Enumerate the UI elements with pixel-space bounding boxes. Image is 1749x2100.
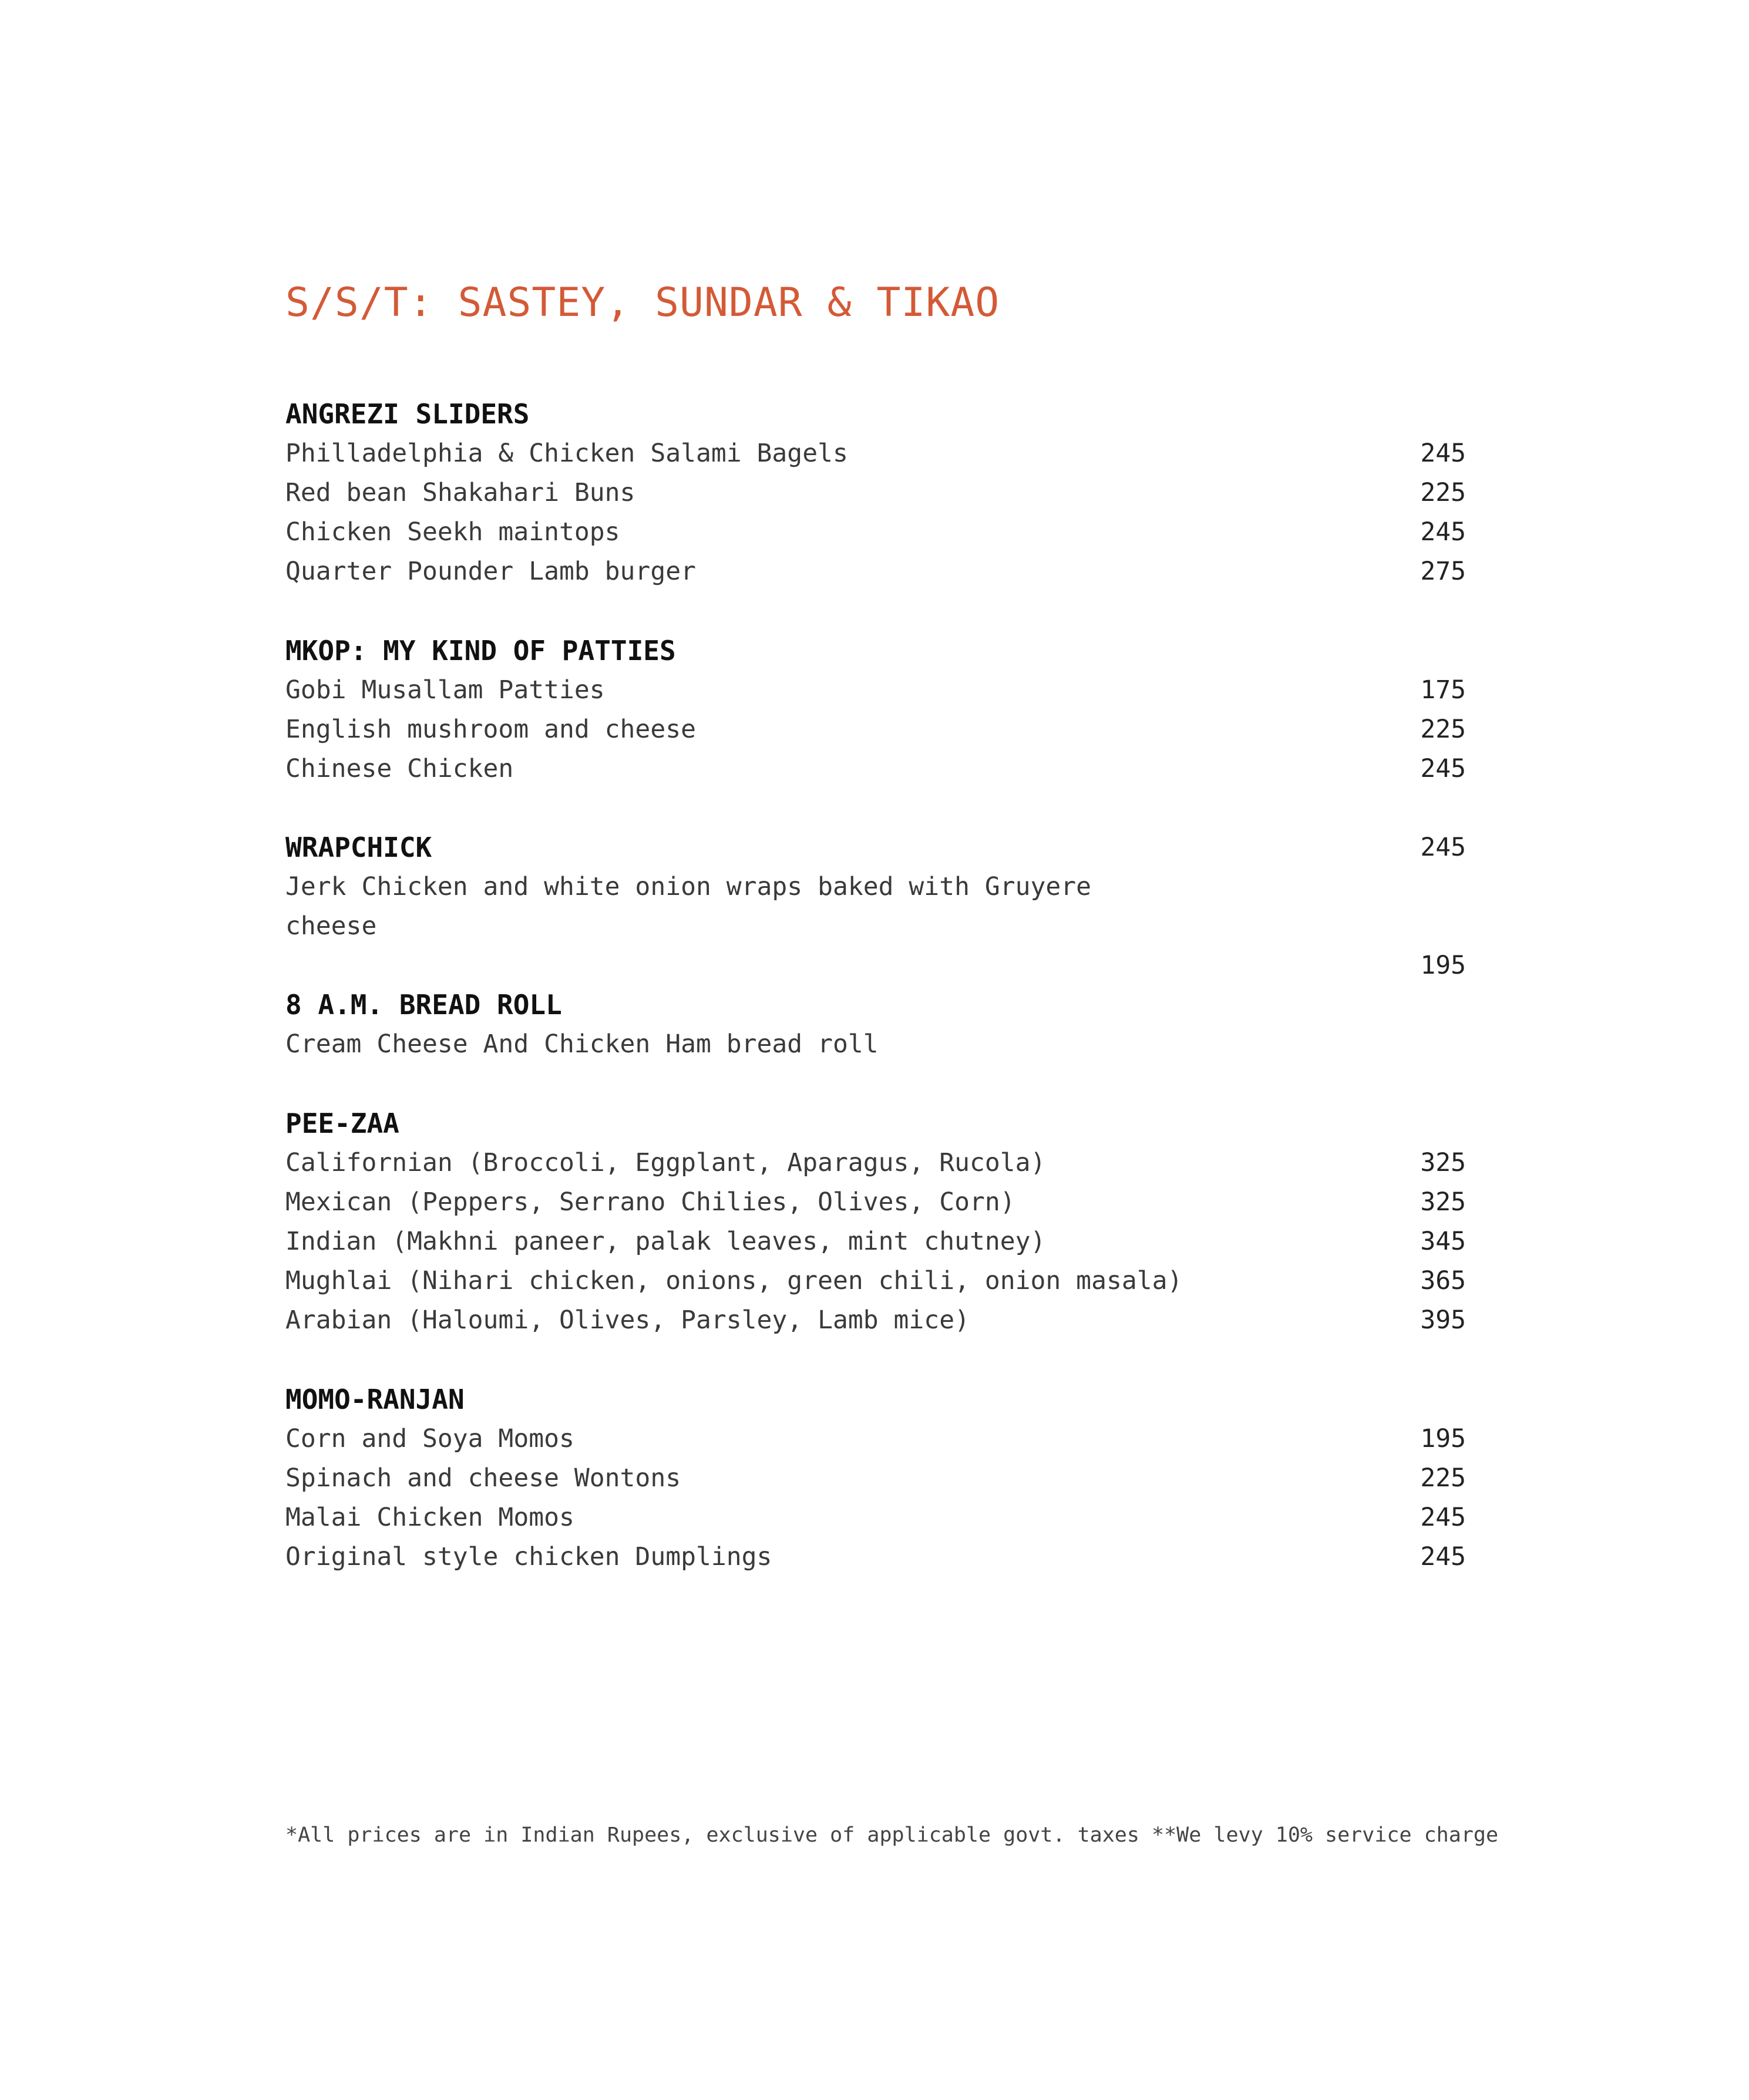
item-name: Chicken Seekh maintops — [285, 517, 620, 547]
section-heading: PEE-ZAA — [285, 1108, 399, 1139]
item-name: Indian (Makhni paneer, palak leaves, mint chutney) — [285, 1227, 1046, 1256]
menu-title: S/S/T: SASTEY, SUNDAR & TIKAO — [285, 280, 1000, 326]
menu-item — [285, 1143, 1466, 1183]
section-heading: ANGREZI SLIDERS — [285, 398, 530, 430]
section-heading: 8 A.M. BREAD ROLL — [285, 989, 562, 1021]
item-name: Spinach and cheese Wontons — [285, 1463, 681, 1493]
menu-item — [285, 1459, 1466, 1498]
item-price: 245 — [1420, 517, 1466, 547]
price-footnote: *All prices are in Indian Rupees, exclusive of applicable govt. taxes **We levy 10% service charge — [285, 1823, 1499, 1847]
item-price: 225 — [1420, 1463, 1466, 1493]
menu-item — [285, 552, 1466, 591]
menu-item — [285, 1222, 1466, 1261]
section-angrezi-sliders — [285, 395, 1466, 591]
section-bread-roll — [285, 946, 1466, 1064]
menu-item — [285, 1537, 1466, 1577]
item-price: 365 — [1420, 1266, 1466, 1295]
item-price: 245 — [1420, 1542, 1466, 1571]
item-name: Malai Chicken Momos — [285, 1503, 574, 1532]
menu-item — [285, 710, 1466, 749]
section-heading: MOMO-RANJAN — [285, 1384, 465, 1415]
section-wrapchick — [285, 828, 1466, 946]
item-name: Chinese Chicken — [285, 754, 514, 783]
item-price: 195 — [1420, 951, 1466, 980]
menu-item — [285, 434, 1466, 473]
item-price: 275 — [1420, 557, 1466, 586]
item-price: 225 — [1420, 715, 1466, 744]
item-price: 245 — [1420, 1503, 1466, 1532]
item-name: Corn and Soya Momos — [285, 1424, 574, 1453]
item-description: Cream Cheese And Chicken Ham bread roll — [285, 1029, 879, 1059]
item-name: Californian (Broccoli, Eggplant, Aparagus, Rucola) — [285, 1148, 1046, 1177]
item-price: 245 — [1420, 833, 1466, 862]
item-price: 345 — [1420, 1227, 1466, 1256]
item-name: Original style chicken Dumplings — [285, 1542, 772, 1571]
item-description: Jerk Chicken and white onion wraps baked with Gruyere cheese — [285, 872, 1092, 941]
item-price: 325 — [1420, 1187, 1466, 1217]
price-row — [285, 946, 1466, 985]
menu-item — [285, 1419, 1466, 1459]
menu-item — [285, 1498, 1466, 1537]
section-momo-ranjan — [285, 1380, 1466, 1577]
item-name: Mughlai (Nihari chicken, onions, green chili, onion masala) — [285, 1266, 1183, 1295]
item-name: English mushroom and cheese — [285, 715, 696, 744]
item-name: Philladelphia & Chicken Salami Bagels — [285, 439, 848, 468]
section-pee-zaa — [285, 1104, 1466, 1340]
item-price: 395 — [1420, 1305, 1466, 1335]
section-mkop — [285, 631, 1466, 789]
menu-item — [285, 513, 1466, 552]
menu-item — [285, 473, 1466, 513]
section-heading: MKOP: MY KIND OF PATTIES — [285, 635, 676, 667]
item-name: Gobi Musallam Patties — [285, 675, 605, 705]
item-price: 325 — [1420, 1148, 1466, 1177]
item-name: Red bean Shakahari Buns — [285, 478, 635, 507]
menu-item — [285, 671, 1466, 710]
menu-item — [285, 1183, 1466, 1222]
item-name: Mexican (Peppers, Serrano Chilies, Olives, Corn) — [285, 1187, 1015, 1217]
item-price: 225 — [1420, 478, 1466, 507]
item-name: Quarter Pounder Lamb burger — [285, 557, 696, 586]
item-price: 245 — [1420, 439, 1466, 468]
section-heading — [285, 828, 1466, 867]
menu-item — [285, 1301, 1466, 1340]
item-price: 175 — [1420, 675, 1466, 705]
section-heading-label: WRAPCHICK — [285, 832, 432, 863]
item-name: Arabian (Haloumi, Olives, Parsley, Lamb mice) — [285, 1305, 970, 1335]
menu-item — [285, 749, 1466, 789]
menu-item — [285, 1261, 1466, 1301]
item-price: 195 — [1420, 1424, 1466, 1453]
item-price: 245 — [1420, 754, 1466, 783]
